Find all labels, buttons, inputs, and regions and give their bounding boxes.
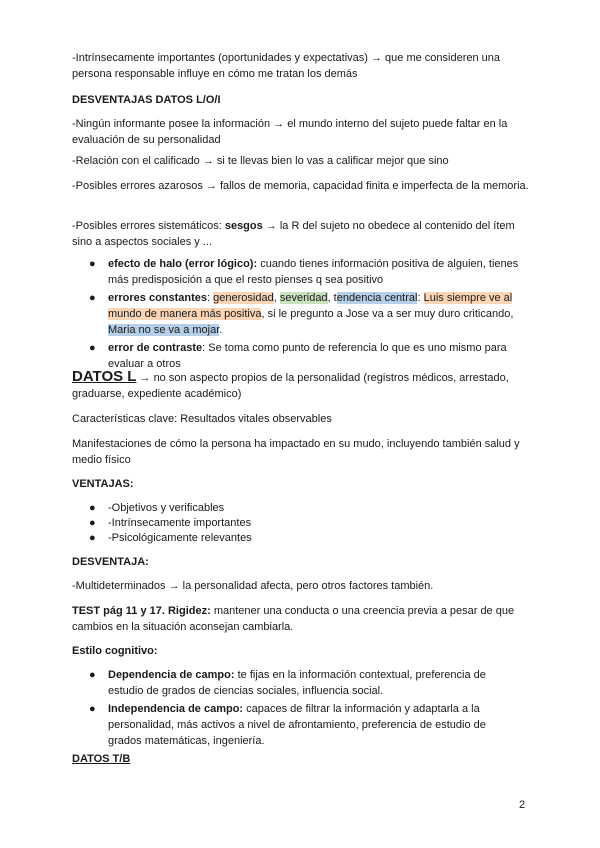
bullet-icon: ●	[89, 517, 96, 529]
list-item-independencia: ● Independencia de campo: capaces de filtrar la información y adaptarla a la personalidad, más activos a nivel de afrontamiento, preferencia de estudio de grados matemáticas, ingeniería.	[89, 703, 486, 747]
heading-datos-tb: DATOS T/B	[72, 753, 131, 765]
bullet-icon: ●	[89, 502, 96, 514]
bullet-icon: ●	[89, 669, 96, 681]
list-item-errores-constantes: ● errores constantes: generosidad, severidad, tendencia central: Luis siempre ve al mundo de manera más positiva, si le pregunto a Jose va a ser muy duro criticando, Maria no se va a mojar.	[89, 292, 514, 336]
paragraph-test-rigidez: TEST pág 11 y 17. Rigidez: mantener una conducta o una creencia previa a pesar de que cambios en la situación aconsejan cambiarla.	[72, 605, 515, 633]
ventajas-list	[72, 500, 522, 548]
highlight-tendencia-central: endencia central	[336, 292, 418, 304]
heading-estilo-cognitivo: Estilo cognitivo:	[72, 645, 158, 657]
paragraph-relacion: -Relación con el calificado → si te llevas bien lo vas a calificar mejor que sino	[72, 155, 449, 167]
highlight-example-luis: Luis siempre ve al mundo de manera más positiva	[108, 292, 513, 320]
highlight-example-maria: Maria no se va a mojar	[108, 324, 220, 336]
sesgos-term: sesgos	[224, 220, 263, 232]
paragraph-intrinsic: -Intrínsecamente importantes (oportunidades y expectativas) → que me consideren una persona responsable influye en cómo me tratan los demás	[72, 52, 501, 80]
bullet-icon: ●	[89, 342, 96, 354]
list-item-halo: ● efecto de halo (error lógico): cuando tienes información positiva de alguien, tienes más predisposición a que el resto pienses q sea positivo	[89, 258, 519, 286]
highlight-generosidad: generosidad	[213, 292, 274, 304]
bullet-icon: ●	[89, 292, 96, 304]
paragraph-errores-azarosos: -Posibles errores azarosos → fallos de memoria, capacidad finita e imperfecta de la memoria.	[72, 180, 529, 192]
highlight-severidad: severidad	[279, 292, 328, 304]
heading-desventajas-loi: DESVENTAJAS DATOS L/O/I	[72, 94, 221, 106]
bias-list	[72, 256, 522, 374]
bullet-icon: ●	[89, 258, 96, 270]
paragraph-datos-l: DATOS L → no son aspecto propios de la personalidad (registros médicos, arrestado, graduarse, expediente académico)	[72, 368, 509, 400]
paragraph-caracteristicas: Características clave: Resultados vitales observables	[72, 413, 332, 425]
paragraph-informante: -Ningún informante posee la información → el mundo interno del sujeto puede faltar en la evaluación de su personalidad	[72, 118, 508, 146]
list-item-ventaja-2: ● -Intrínsecamente importantes	[89, 517, 252, 529]
bullet-icon: ●	[89, 532, 96, 544]
heading-datos-l: DATOS L	[72, 368, 137, 385]
heading-ventajas: VENTAJAS:	[72, 478, 134, 490]
list-item-contraste: ● error de contraste: Se toma como punto de referencia lo que es uno mismo para evaluar a otros	[89, 342, 507, 370]
estilo-list	[72, 667, 522, 751]
list-item-ventaja-3: ● -Psicológicamente relevantes	[89, 532, 252, 544]
bullet-icon: ●	[89, 703, 96, 715]
heading-desventaja: DESVENTAJA:	[72, 556, 149, 568]
list-item-dependencia: ● Dependencia de campo: te fijas en la información contextual, preferencia de estudio de grados de ciencias sociales, influencia social.	[89, 669, 486, 697]
paragraph-multideterminados: -Multideterminados → la personalidad afecta, pero otros factores también.	[72, 580, 434, 592]
list-item-ventaja-1: ● -Objetivos y verificables	[89, 502, 225, 514]
paragraph-errores-sistematicos: -Posibles errores sistemáticos: sesgos → la R del sujeto no obedece al contenido del ítem sino a aspectos sociales y ...	[72, 220, 515, 248]
paragraph-manifestaciones: Manifestaciones de cómo la persona ha impactado en su mudo, incluyendo también salud y medio físico	[72, 438, 520, 466]
page-number: 2	[519, 799, 526, 811]
